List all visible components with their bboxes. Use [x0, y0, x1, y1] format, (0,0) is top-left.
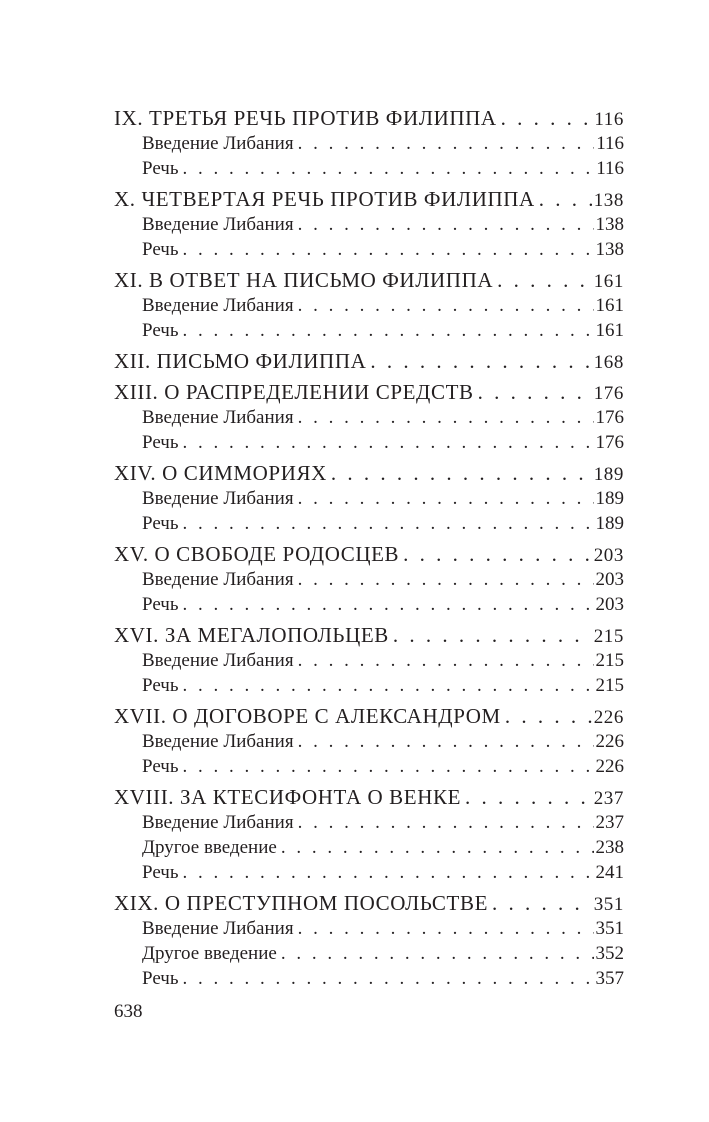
toc-subentry-title: Речь [142, 862, 179, 883]
toc-subentry-page-number: 161 [595, 295, 624, 316]
toc-heading-title: IX. ТРЕТЬЯ РЕЧЬ ПРОТИВ ФИЛИППА [114, 106, 497, 130]
toc-subentry-page-number: 215 [595, 650, 624, 671]
dot-leader [183, 592, 594, 617]
dot-leader [539, 187, 592, 212]
dot-leader [183, 430, 594, 455]
toc-subentry-page-number: 237 [595, 812, 624, 833]
toc-subentry-page-number: 189 [595, 488, 624, 509]
toc-section [114, 623, 624, 698]
toc-subentry-page-number: 351 [595, 918, 624, 939]
dot-leader [298, 486, 594, 511]
dot-leader [183, 673, 594, 698]
toc-subentry-page-number: 189 [595, 513, 624, 534]
page-number: 638 [114, 1001, 143, 1022]
toc-subentry-page-number: 352 [595, 943, 624, 964]
toc-heading-title: XIII. О РАСПРЕДЕЛЕНИИ СРЕДСТВ [114, 380, 474, 404]
toc-subentry [114, 966, 624, 991]
toc-subentry-title: Речь [142, 675, 179, 696]
toc-heading-page-number: 189 [593, 464, 624, 485]
toc-subentry-title: Введение Либания [142, 569, 294, 590]
toc-heading-title: XVI. ЗА МЕГАЛОПОЛЬЦЕВ [114, 623, 389, 647]
toc-subentry-title: Введение Либания [142, 295, 294, 316]
toc-heading [114, 268, 624, 293]
dot-leader [183, 156, 595, 181]
toc-subentry [114, 941, 624, 966]
toc-subentry [114, 486, 624, 511]
toc-subentry-page-number: 116 [596, 133, 624, 154]
toc-subentry [114, 237, 624, 262]
toc-section [114, 891, 624, 991]
toc-subentry-page-number: 203 [595, 594, 624, 615]
toc-subentry-title: Введение Либания [142, 133, 294, 154]
toc-subentry [114, 430, 624, 455]
toc-heading [114, 461, 624, 486]
toc-subentry [114, 405, 624, 430]
toc-subentry-page-number: 238 [595, 837, 624, 858]
toc-heading-page-number: 215 [593, 626, 624, 647]
toc-subentry [114, 293, 624, 318]
toc-subentry [114, 729, 624, 754]
toc-heading [114, 187, 624, 212]
toc-heading [114, 623, 624, 648]
dot-leader [331, 461, 592, 486]
toc-section [114, 349, 624, 374]
toc-subentry-page-number: 357 [595, 968, 624, 989]
toc-heading-page-number: 226 [593, 707, 624, 728]
toc-section [114, 106, 624, 181]
dot-leader [183, 318, 594, 343]
toc-heading [114, 380, 624, 405]
toc-subentry-page-number: 203 [595, 569, 624, 590]
toc-subentry [114, 318, 624, 343]
toc-subentry-page-number: 161 [595, 320, 624, 341]
toc-subentry-page-number: 138 [595, 214, 624, 235]
toc-heading-title: XVII. О ДОГОВОРЕ С АЛЕКСАНДРОМ [114, 704, 501, 728]
toc-heading-title: XV. О СВОБОДЕ РОДОСЦЕВ [114, 542, 400, 566]
toc-subentry [114, 212, 624, 237]
toc-heading [114, 891, 624, 916]
dot-leader [465, 785, 592, 810]
toc-section [114, 461, 624, 536]
dot-leader [298, 293, 594, 318]
dot-leader [298, 729, 594, 754]
toc-heading [114, 106, 624, 131]
toc-subentry-title: Речь [142, 432, 179, 453]
dot-leader [281, 941, 594, 966]
toc-subentry [114, 916, 624, 941]
toc-subentry-page-number: 116 [596, 158, 624, 179]
dot-leader [501, 106, 593, 131]
toc-heading-page-number: 138 [593, 190, 624, 211]
toc-heading-title: XIX. О ПРЕСТУПНОМ ПОСОЛЬСТВЕ [114, 891, 488, 915]
toc-subentry-title: Введение Либания [142, 812, 294, 833]
dot-leader [183, 966, 594, 991]
toc-subentry-page-number: 226 [595, 731, 624, 752]
toc-heading-page-number: 116 [594, 109, 624, 130]
toc-subentry-title: Речь [142, 320, 179, 341]
toc-heading-title: XII. ПИСЬМО ФИЛИППА [114, 349, 367, 373]
toc-subentry-title: Речь [142, 513, 179, 534]
toc-subentry-page-number: 226 [595, 756, 624, 777]
dot-leader [505, 704, 592, 729]
toc-heading [114, 349, 624, 374]
dot-leader [183, 860, 594, 885]
toc-subentry [114, 648, 624, 673]
toc-heading-page-number: 203 [593, 545, 624, 566]
toc-subentry [114, 860, 624, 885]
toc-heading-title: XI. В ОТВЕТ НА ПИСЬМО ФИЛИППА [114, 268, 494, 292]
toc-subentry [114, 131, 624, 156]
dot-leader [497, 268, 592, 293]
toc-subentry-title: Речь [142, 968, 179, 989]
toc-subentry-title: Введение Либания [142, 214, 294, 235]
toc-section [114, 785, 624, 885]
dot-leader [393, 623, 592, 648]
toc-subentry-page-number: 241 [595, 862, 624, 883]
toc-heading-page-number: 168 [593, 352, 624, 373]
toc-subentry-title: Речь [142, 756, 179, 777]
dot-leader [478, 380, 592, 405]
dot-leader [183, 754, 594, 779]
toc-section [114, 187, 624, 262]
dot-leader [370, 349, 591, 374]
toc-heading-page-number: 161 [593, 271, 624, 292]
dot-leader [403, 542, 592, 567]
toc-subentry [114, 156, 624, 181]
toc-heading [114, 785, 624, 810]
dot-leader [298, 810, 594, 835]
toc-subentry-title: Введение Либания [142, 407, 294, 428]
toc-heading-title: X. ЧЕТВЕРТАЯ РЕЧЬ ПРОТИВ ФИЛИППА [114, 187, 535, 211]
toc-subentry [114, 754, 624, 779]
toc-subentry [114, 592, 624, 617]
toc-subentry-title: Введение Либания [142, 650, 294, 671]
toc-subentry [114, 567, 624, 592]
dot-leader [298, 648, 594, 673]
table-of-contents [114, 106, 624, 997]
toc-section [114, 268, 624, 343]
toc-heading-title: XVIII. ЗА КТЕСИФОНТА О ВЕНКЕ [114, 785, 462, 809]
toc-subentry [114, 810, 624, 835]
dot-leader [183, 237, 594, 262]
toc-heading-page-number: 237 [593, 788, 624, 809]
dot-leader [298, 567, 594, 592]
dot-leader [298, 405, 594, 430]
dot-leader [298, 212, 594, 237]
toc-subentry-title: Введение Либания [142, 488, 294, 509]
toc-subentry-page-number: 176 [595, 432, 624, 453]
toc-heading [114, 704, 624, 729]
toc-section [114, 542, 624, 617]
dot-leader [298, 131, 595, 156]
dot-leader [492, 891, 592, 916]
dot-leader [298, 916, 594, 941]
toc-subentry-title: Другое введение [142, 943, 277, 964]
toc-subentry-page-number: 138 [595, 239, 624, 260]
toc-heading-page-number: 351 [593, 894, 624, 915]
toc-subentry-title: Речь [142, 594, 179, 615]
toc-subentry-title: Другое введение [142, 837, 277, 858]
toc-subentry-title: Введение Либания [142, 731, 294, 752]
toc-heading-title: XIV. О СИММОРИЯХ [114, 461, 327, 485]
toc-subentry [114, 511, 624, 536]
toc-subentry [114, 673, 624, 698]
toc-subentry-page-number: 215 [595, 675, 624, 696]
toc-subentry-title: Речь [142, 239, 179, 260]
toc-subentry-title: Речь [142, 158, 179, 179]
toc-section [114, 380, 624, 455]
dot-leader [281, 835, 594, 860]
toc-section [114, 704, 624, 779]
toc-subentry [114, 835, 624, 860]
dot-leader [183, 511, 594, 536]
toc-subentry-title: Введение Либания [142, 918, 294, 939]
toc-heading [114, 542, 624, 567]
toc-subentry-page-number: 176 [595, 407, 624, 428]
toc-heading-page-number: 176 [593, 383, 624, 404]
